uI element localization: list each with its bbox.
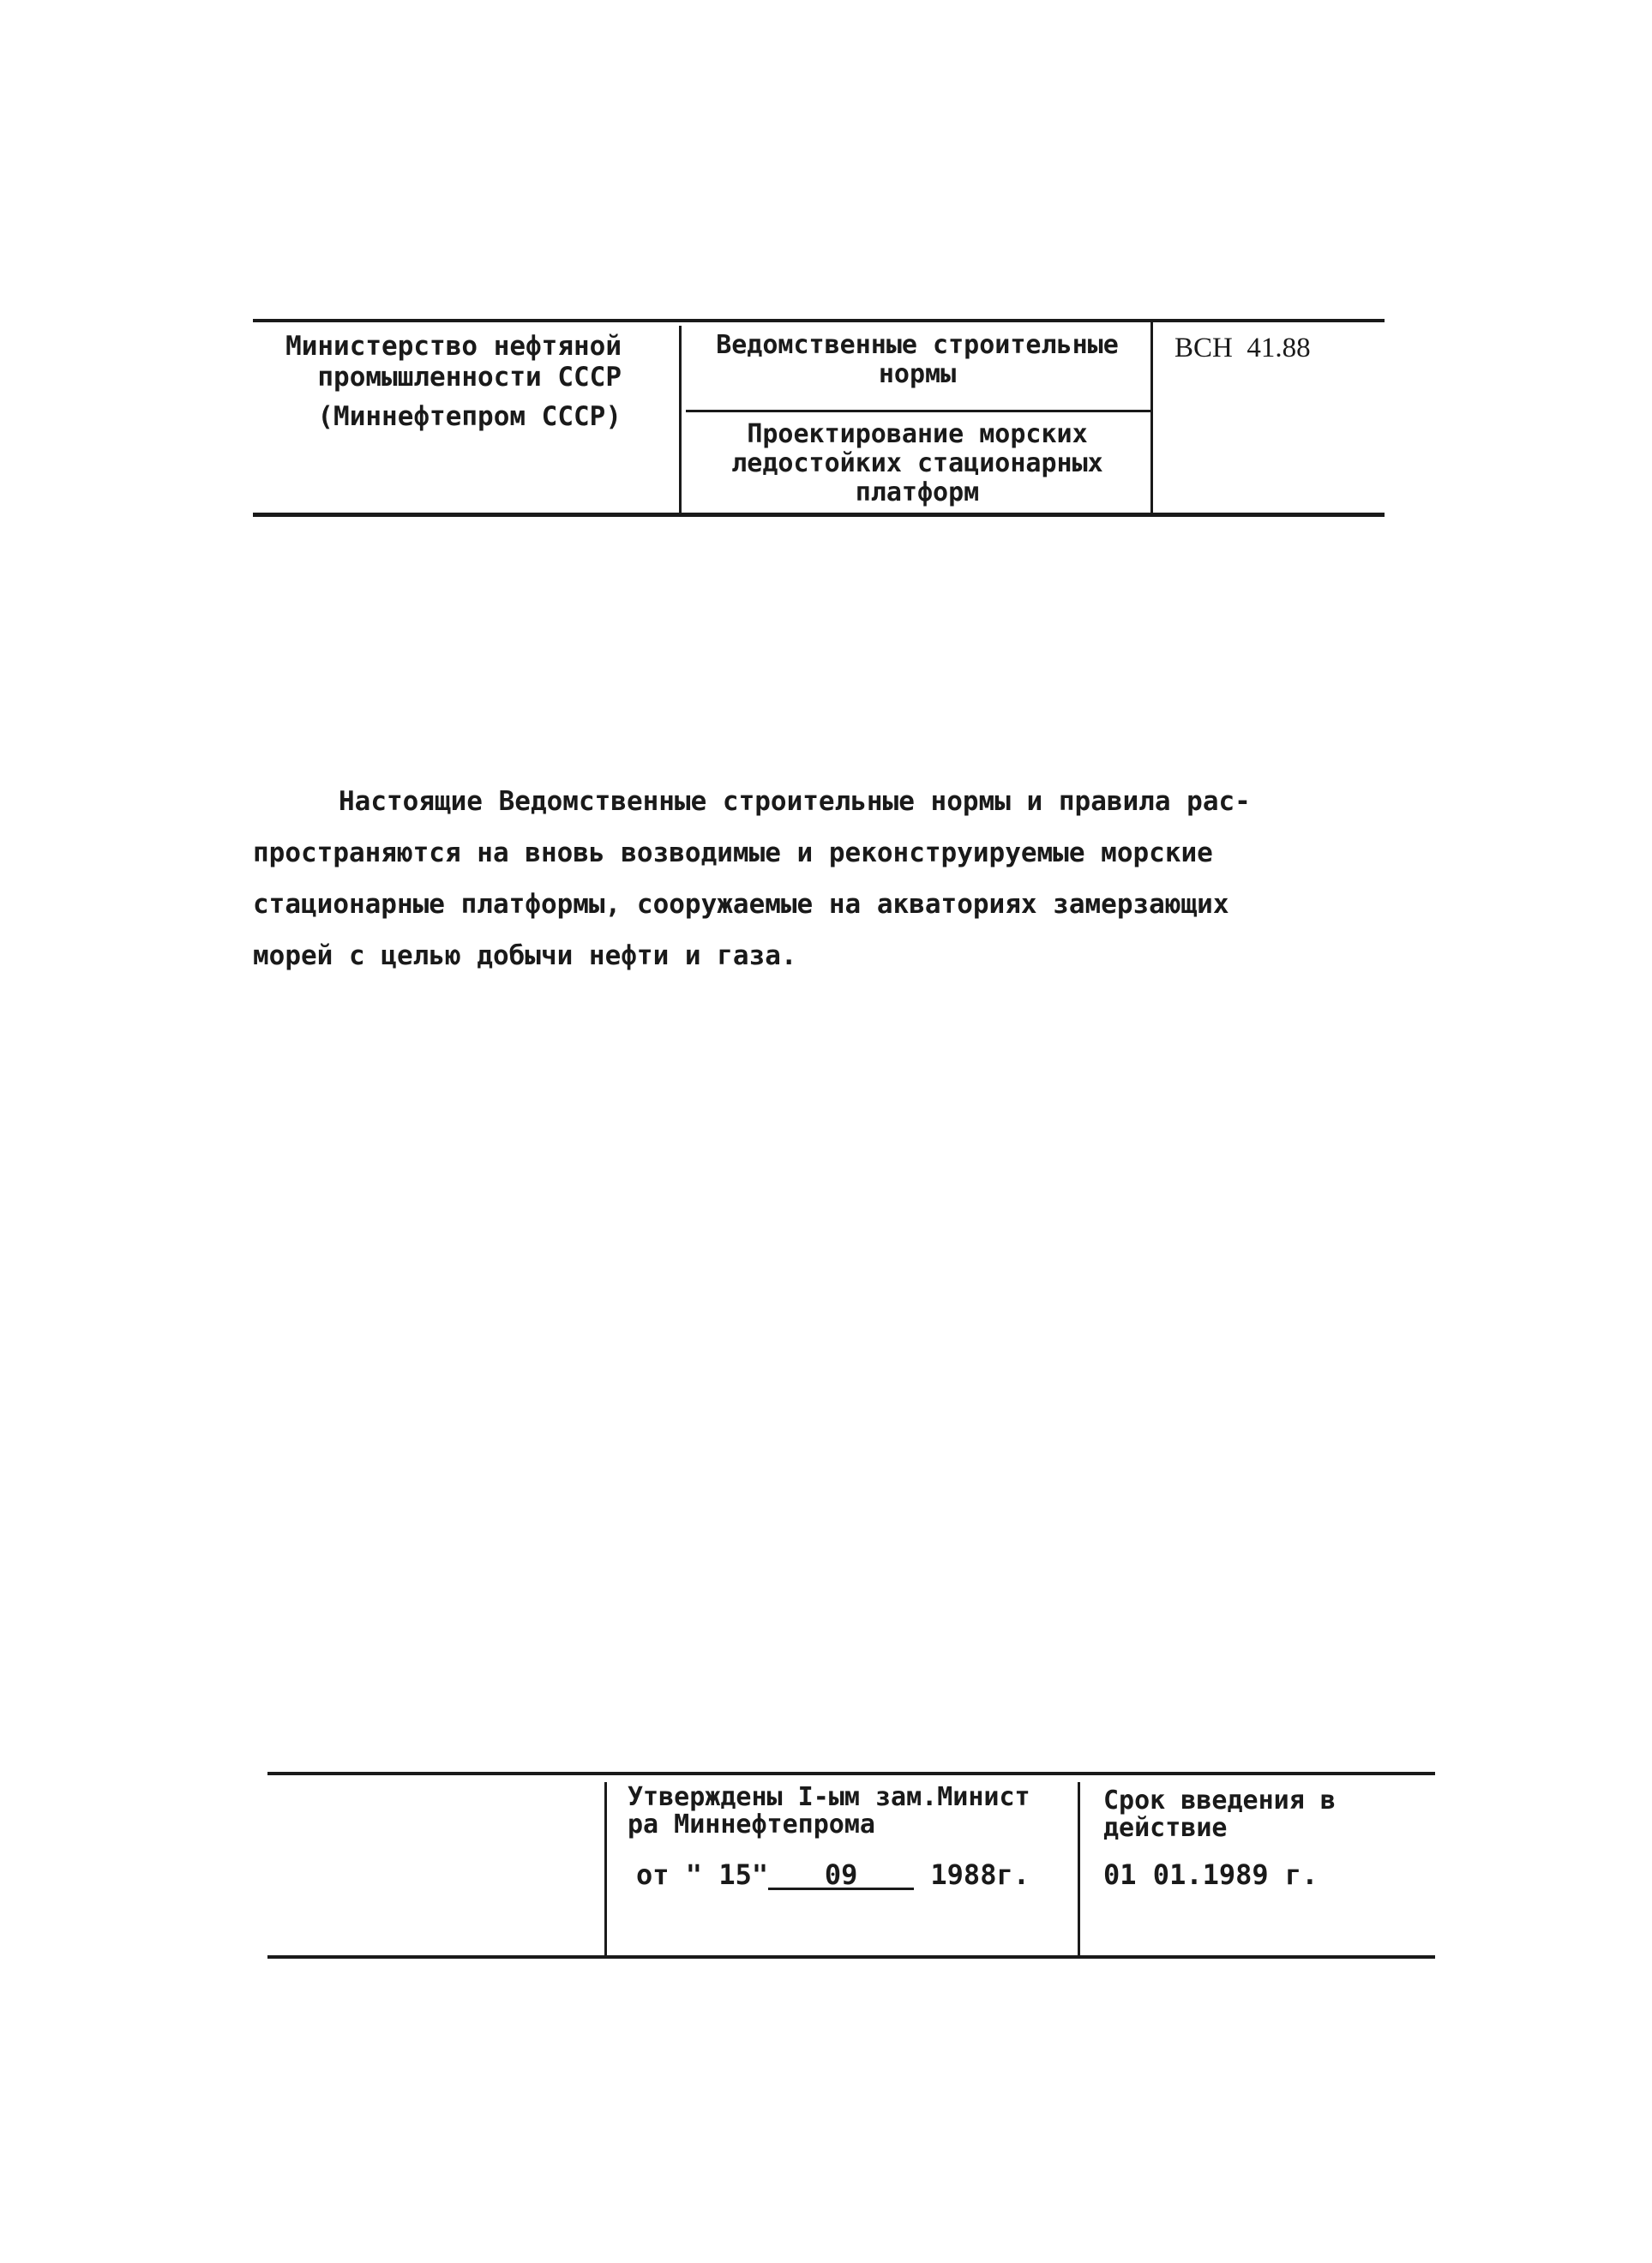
approval-authority [628, 1784, 1073, 1839]
document-title-line1: Проектирование морских [747, 419, 1088, 449]
approval-date-year: 1988г. [930, 1858, 1030, 1891]
footer-bottom-rule [267, 1955, 1435, 1959]
ministry-name [253, 331, 622, 393]
document-title-line2: ледостойких стационарных [731, 448, 1103, 478]
ministry-short-name: (Миннефтепром СССР) [317, 401, 622, 432]
intro-line: Настоящие Ведомственные строительные нормы и правила рас- [339, 786, 1251, 817]
intro-line: пространяются на вновь возводимые и реконструируемые морские [253, 837, 1213, 868]
document-code: ВСН 41.88 [1174, 333, 1311, 363]
approval-date-prefix: от " 15" [636, 1858, 769, 1891]
approval-authority-line2: ра Миннефтепрома [628, 1810, 875, 1840]
approval-date-month: 09 [768, 1862, 914, 1890]
intro-paragraph [253, 776, 1367, 981]
header-top-rule [253, 319, 1385, 322]
intro-line: морей с целью добычи нефти и газа. [253, 940, 797, 971]
effective-date: 01 01.1989 г. [1103, 1858, 1319, 1891]
norms-type-line2: нормы [878, 359, 957, 389]
intro-line: стационарные платформы, сооружаемые на акваториях замерзающих [253, 889, 1229, 920]
norms-type [686, 331, 1149, 389]
header-divider-left [679, 326, 682, 514]
approval-authority-line1: Утверждены I-ым зам.Минист [628, 1782, 1030, 1812]
ministry-name-line2: промышленности СССР [317, 362, 622, 393]
effective-date-label-line1: Срок введения в [1103, 1786, 1336, 1816]
ministry-name-line1: Министерство нефтяной [285, 331, 622, 362]
document-title [686, 420, 1149, 507]
header-divider-right [1150, 322, 1153, 514]
approval-block [267, 1772, 1435, 1960]
effective-date-label-line2: действие [1103, 1813, 1228, 1843]
norms-type-line1: Ведомственные строительные [716, 330, 1119, 360]
document-header [253, 319, 1385, 518]
header-middle-rule [686, 410, 1150, 412]
document-title-line3: платформ [855, 477, 980, 507]
footer-top-rule [267, 1772, 1435, 1775]
approval-date [636, 1859, 1082, 1890]
header-bottom-rule [253, 513, 1385, 517]
effective-date-label [1103, 1787, 1429, 1842]
footer-divider-left [604, 1782, 607, 1955]
